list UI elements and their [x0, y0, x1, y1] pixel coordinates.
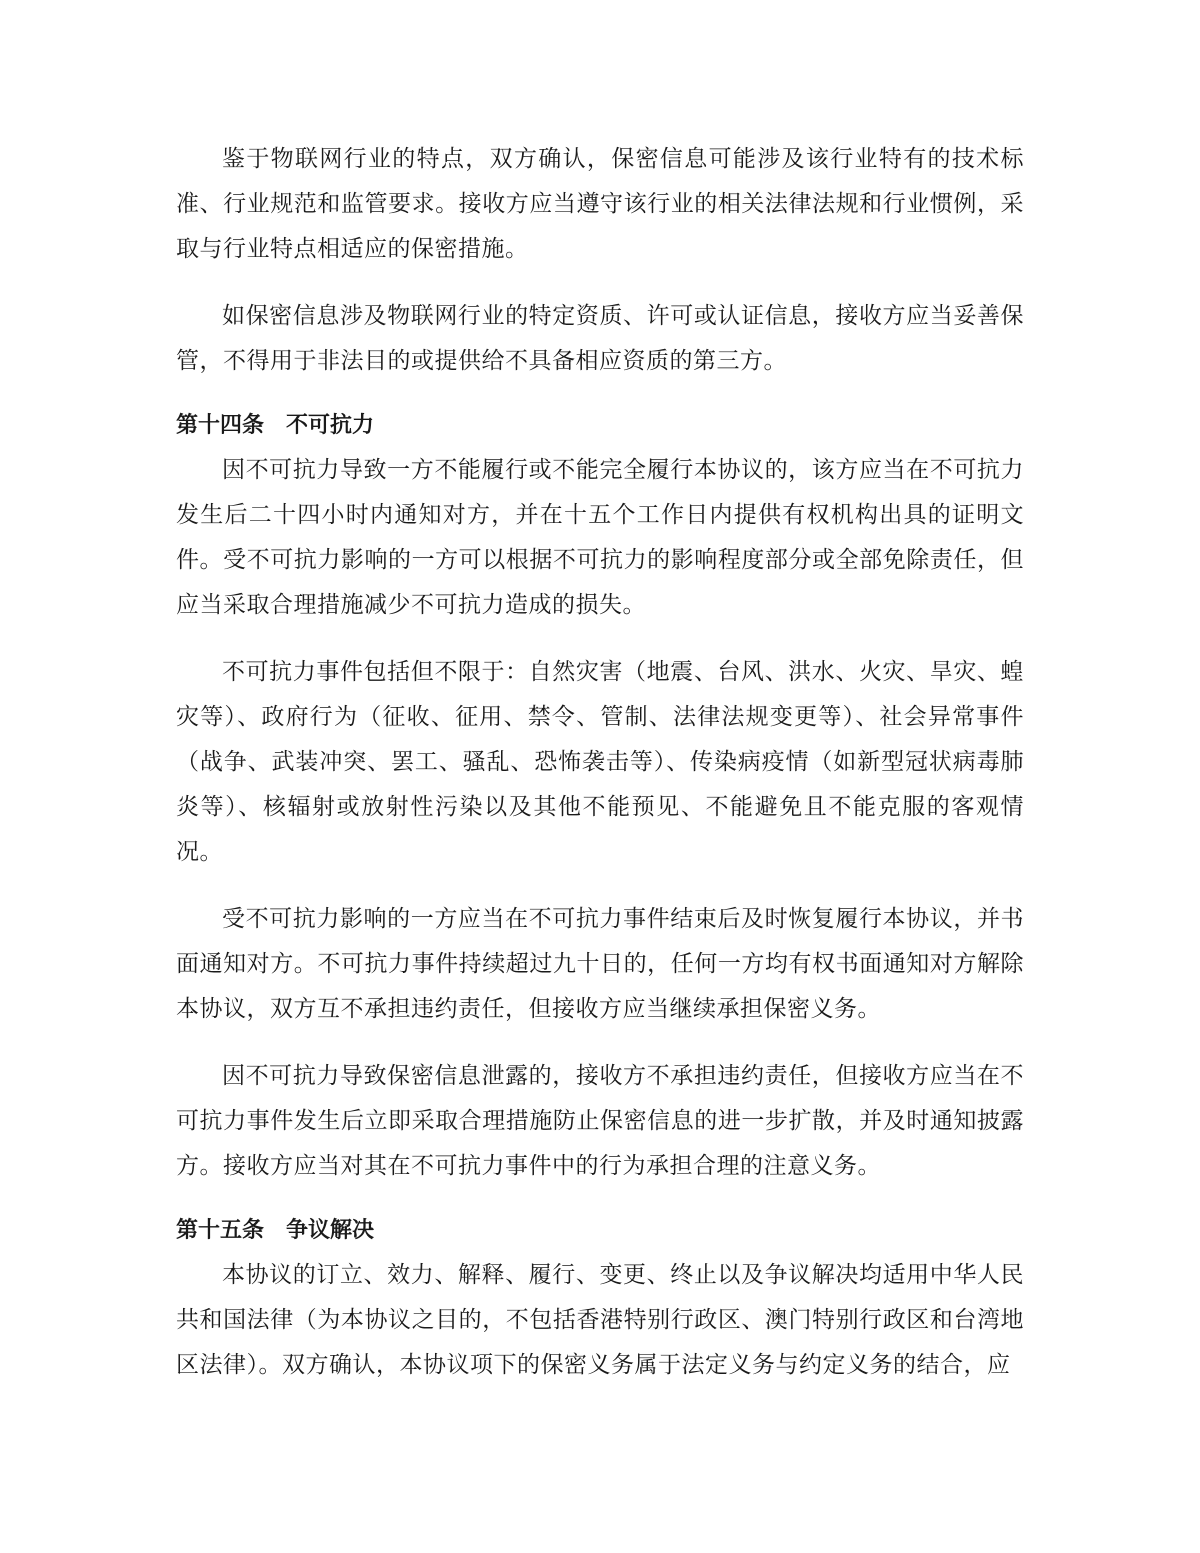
- paragraph-force-majeure-notice: 因不可抗力导致一方不能履行或不能完全履行本协议的，该方应当在不可抗力发生后二十四小时内通知对方，并在十五个工作日内提供有权机构出具的证明文件。受不可抗力影响的一方可以根据不可抗力的影响程度部分或全部免除责任，但应当采取合理措施减少不可抗力造成的损失。: [176, 457, 1024, 618]
- paragraph-iot-industry-confidentiality: 鉴于物联网行业的特点，双方确认，保密信息可能涉及该行业特有的技术标准、行业规范和监管要求。接收方应当遵守该行业的相关法律法规和行业惯例，采取与行业特点相适应的保密措施。: [176, 146, 1024, 262]
- document-body: [176, 137, 1024, 1388]
- paragraph-force-majeure-events: 不可抗力事件包括但不限于：自然灾害（地震、台风、洪水、火灾、旱灾、蝗灾等）、政府行为（征收、征用、禁令、管制、法律法规变更等）、社会异常事件（战争、武装冲突、罢工、骚乱、恐怖袭击等）、传染病疫情（如新型冠状病毒肺炎等）、核辐射或放射性污染以及其他不能预见、不能避免且不能克服的客观情况。: [176, 659, 1024, 865]
- paragraph-governing-law: 本协议的订立、效力、解释、履行、变更、终止以及争议解决均适用中华人民共和国法律（为本协议之目的，不包括香港特别行政区、澳门特别行政区和台湾地区法律）。双方确认，本协议项下的保密义务属于法定义务与约定义务的结合，应: [176, 1262, 1024, 1378]
- paragraph-force-majeure-termination: 受不可抗力影响的一方应当在不可抗力事件结束后及时恢复履行本协议，并书面通知对方。不可抗力事件持续超过九十日的，任何一方均有权书面通知对方解除本协议，双方互不承担违约责任，但接收方应当继续承担保密义务。: [176, 906, 1024, 1022]
- paragraph-iot-qualification-info: 如保密信息涉及物联网行业的特定资质、许可或认证信息，接收方应当妥善保管，不得用于非法目的或提供给不具备相应资质的第三方。: [176, 303, 1024, 374]
- paragraph-force-majeure-disclosure: 因不可抗力导致保密信息泄露的，接收方不承担违约责任，但接收方应当在不可抗力事件发生后立即采取合理措施防止保密信息的进一步扩散，并及时通知披露方。接收方应当对其在不可抗力事件中的行为承担合理的注意义务。: [176, 1063, 1024, 1179]
- article-14-heading: 第十四条 不可抗力: [176, 413, 375, 438]
- article-15-heading: 第十五条 争议解决: [176, 1218, 375, 1243]
